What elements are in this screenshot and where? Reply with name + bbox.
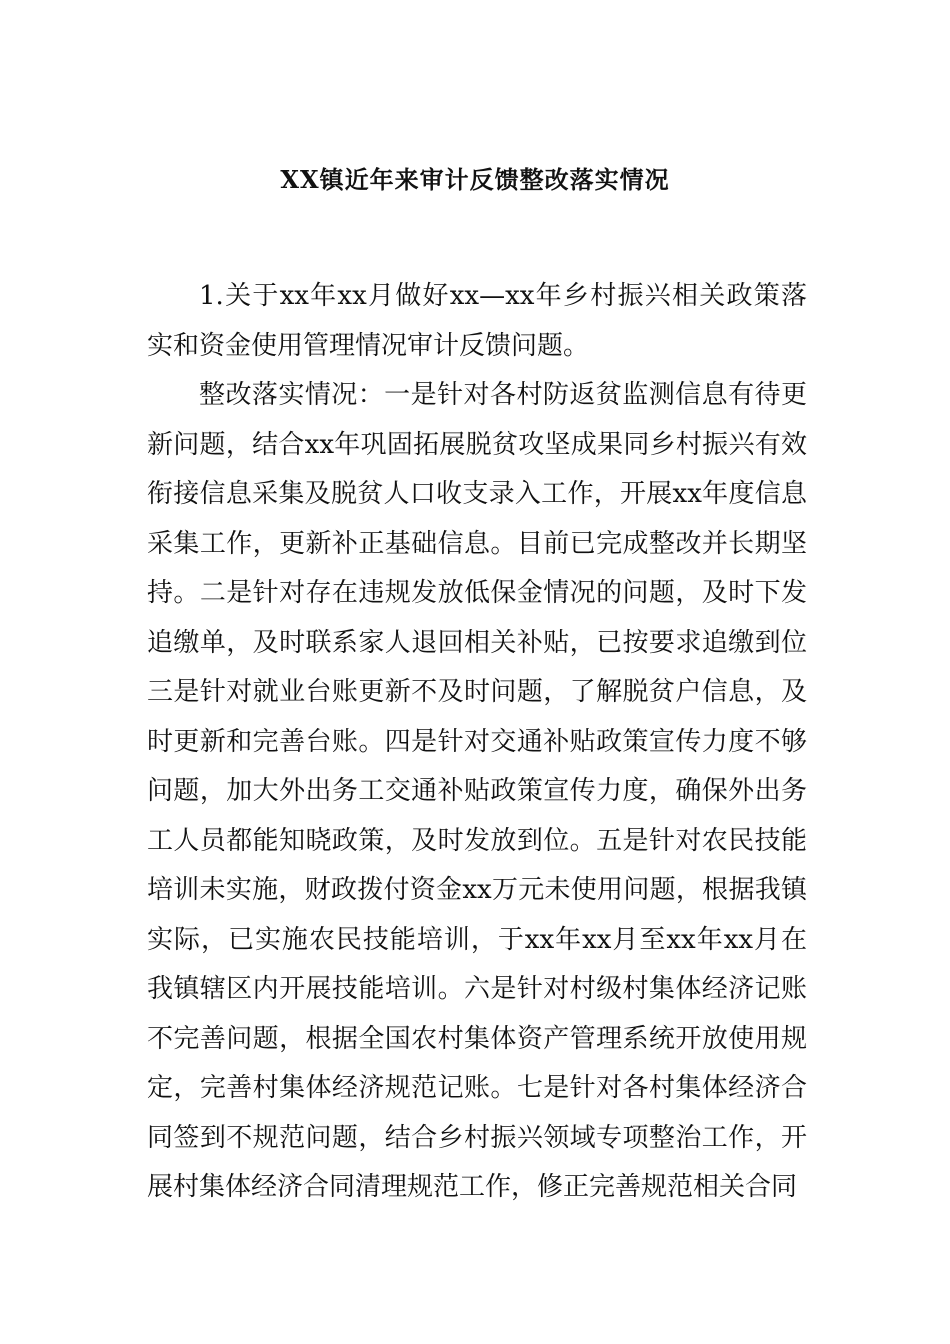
paragraph-rectification-status: 整改落实情况：一是针对各村防返贫监测信息有待更新问题，结合xx年巩固拓展脱贫攻坚成果同乡村振兴有效衔接信息采集及脱贫人口收支录入工作，开展xx年度信息采集工作，更新补正基础信息。目前已完成整改并长期坚持。二是针对存在违规发放低保金情况的问题，及时下发追缴单，及时联系家人退回相关补贴，已按要求追缴到位三是针对就业台账更新不及时问题，了解脱贫户信息，及时更新和完善台账。四是针对交通补贴政策宣传力度不够问题，加大外出务工交通补贴政策宣传力度，确保外出务工人员都能知晓政策，及时发放到位。五是针对农民技能培训未实施，财政拨付资金xx万元未使用问题，根据我镇实际，已实施农民技能培训，于xx年xx月至xx年xx月在我镇辖区内开展技能培训。六是针对村级村集体经济记账不完善问题，根据全国农村集体资产管理系统开放使用规定，完善村集体经济规范记账。七是针对各村集体经济合同签到不规范问题，结合乡村振兴领域专项整治工作，开展村集体经济合同清理规范工作，修正完善规范相关合同 <box>147 380 807 1202</box>
document-body <box>147 272 807 1213</box>
document-title: XX镇近年来审计反馈整改落实情况 <box>280 165 670 194</box>
paragraph-item-heading: 1.关于xx年xx月做好xx—xx年乡村振兴相关政策落实和资金使用管理情况审计反馈问题。 <box>147 281 807 361</box>
